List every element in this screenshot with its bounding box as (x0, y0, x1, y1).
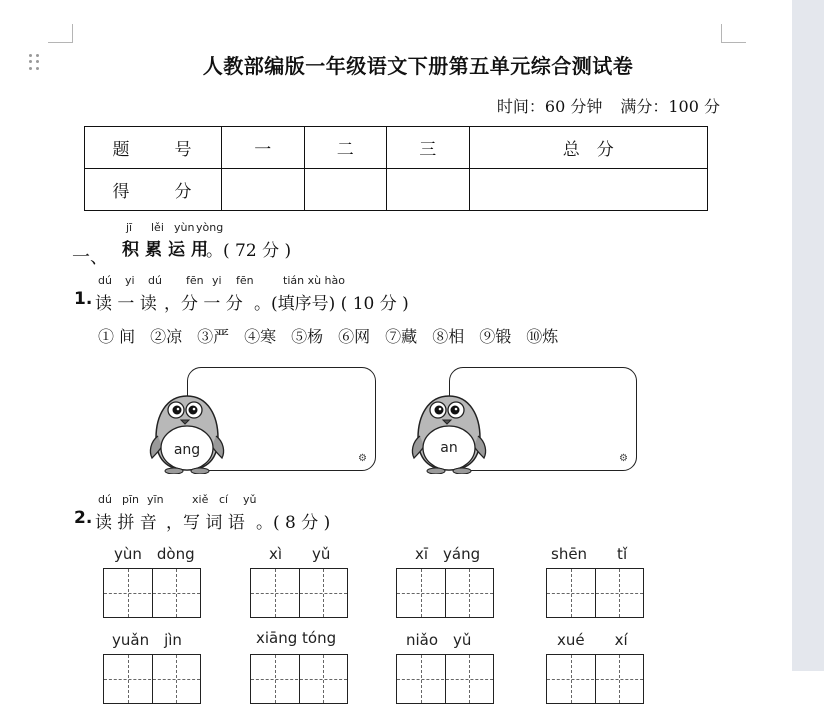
pinyin: lěi (151, 221, 164, 234)
score-table-row (85, 169, 708, 211)
score-cell (304, 169, 387, 211)
char-item: ④寒 (244, 327, 277, 346)
word-pinyin: shēn tǐ (551, 545, 628, 563)
exam-full-score: 满分：100 分 (620, 97, 720, 116)
word-pinyin: xiāng tóng (256, 629, 337, 647)
scrollbar-track[interactable] (792, 0, 824, 671)
char-item: ⑨锻 (479, 327, 512, 346)
header-cell: 总 分 (469, 127, 707, 169)
question-text: 读 拼 音 (95, 513, 157, 533)
pinyin: yòng (196, 221, 224, 234)
pinyin: yùn (174, 221, 195, 234)
score-cell (222, 169, 305, 211)
word-pinyin: niǎo yǔ (406, 631, 472, 649)
word-pinyin: xué xí (557, 631, 628, 649)
exam-meta (497, 94, 720, 117)
question-text: ，分 一 分 (164, 294, 243, 314)
question-score: 。(填序号) ( 10 分 ) (254, 294, 409, 314)
char-list (98, 324, 573, 347)
question-text: ，写 词 语 (166, 513, 245, 533)
penguin-ang (148, 392, 226, 474)
header-cell: 题 号 (85, 127, 222, 169)
word-pinyin: yuǎn jìn (112, 631, 182, 649)
penguin-icon (148, 392, 226, 474)
page-title: 人教部编版一年级语文下册第五单元综合测试卷 (202, 54, 634, 78)
penguin-label: ang (173, 442, 201, 458)
page-corner-mark (721, 24, 746, 43)
tian-grid[interactable] (103, 654, 201, 704)
tian-grid[interactable] (250, 568, 348, 618)
tian-grid[interactable] (396, 654, 494, 704)
char-item: ⑥网 (338, 327, 371, 346)
tian-grid[interactable] (250, 654, 348, 704)
gear-icon: ⚙ (358, 453, 367, 464)
score-table-header (85, 127, 708, 169)
tian-grid[interactable] (396, 568, 494, 618)
q2-number: 2. (74, 508, 93, 528)
pinyin: fēn (186, 274, 204, 287)
exam-time: 时间：60 分钟 (496, 97, 603, 116)
char-item: ⑩炼 (526, 327, 559, 346)
score-cell (469, 169, 707, 211)
question-number (74, 289, 92, 309)
char-item: ⑦藏 (385, 327, 418, 346)
penguin-label: an (440, 440, 458, 456)
page-corner-mark (48, 24, 73, 43)
section-number: 一、 (72, 247, 108, 268)
pinyin: jī (126, 221, 133, 234)
gear-icon: ⚙ (619, 453, 628, 464)
tian-grid[interactable] (546, 654, 644, 704)
char-item: ① 间 (98, 327, 136, 346)
pinyin: yīn (147, 493, 164, 506)
char-item: ⑧相 (432, 327, 465, 346)
pinyin: cí (219, 493, 229, 506)
char-item: ②凉 (150, 327, 183, 346)
word-pinyin: yùn dòng (114, 545, 195, 563)
pinyin: dú (98, 493, 112, 506)
question-text: 读 一 读 (95, 294, 157, 314)
header-cell: 三 (387, 127, 470, 169)
section-score: 。( 72 分 ) (206, 241, 292, 261)
pinyin: dú (98, 274, 112, 287)
pinyin: xiě (192, 493, 209, 506)
pinyin: tián xù hào (283, 274, 345, 287)
question-score: 。( 8 分 ) (256, 513, 331, 533)
row-label: 得 分 (85, 169, 222, 211)
char-item: ⑤杨 (291, 327, 324, 346)
pinyin: fēn (236, 274, 254, 287)
score-cell (387, 169, 470, 211)
question-number (74, 508, 92, 528)
tian-grid[interactable] (546, 568, 644, 618)
word-pinyin: xì yǔ (269, 545, 331, 563)
pinyin: yǔ (243, 493, 257, 506)
penguin-icon (410, 392, 488, 474)
section-title: 积累运用 (122, 240, 214, 260)
pinyin: pīn (122, 493, 140, 506)
pinyin: yi (212, 274, 222, 287)
char-item: ③严 (197, 327, 230, 346)
header-cell: 一 (222, 127, 305, 169)
tian-grid[interactable] (103, 568, 201, 618)
header-cell: 二 (304, 127, 387, 169)
q1-number: 1. (74, 289, 93, 309)
score-table (84, 126, 708, 211)
pinyin: dú (148, 274, 162, 287)
word-pinyin: xī yáng (415, 545, 481, 563)
pinyin: yi (125, 274, 135, 287)
penguin-an (410, 392, 488, 474)
